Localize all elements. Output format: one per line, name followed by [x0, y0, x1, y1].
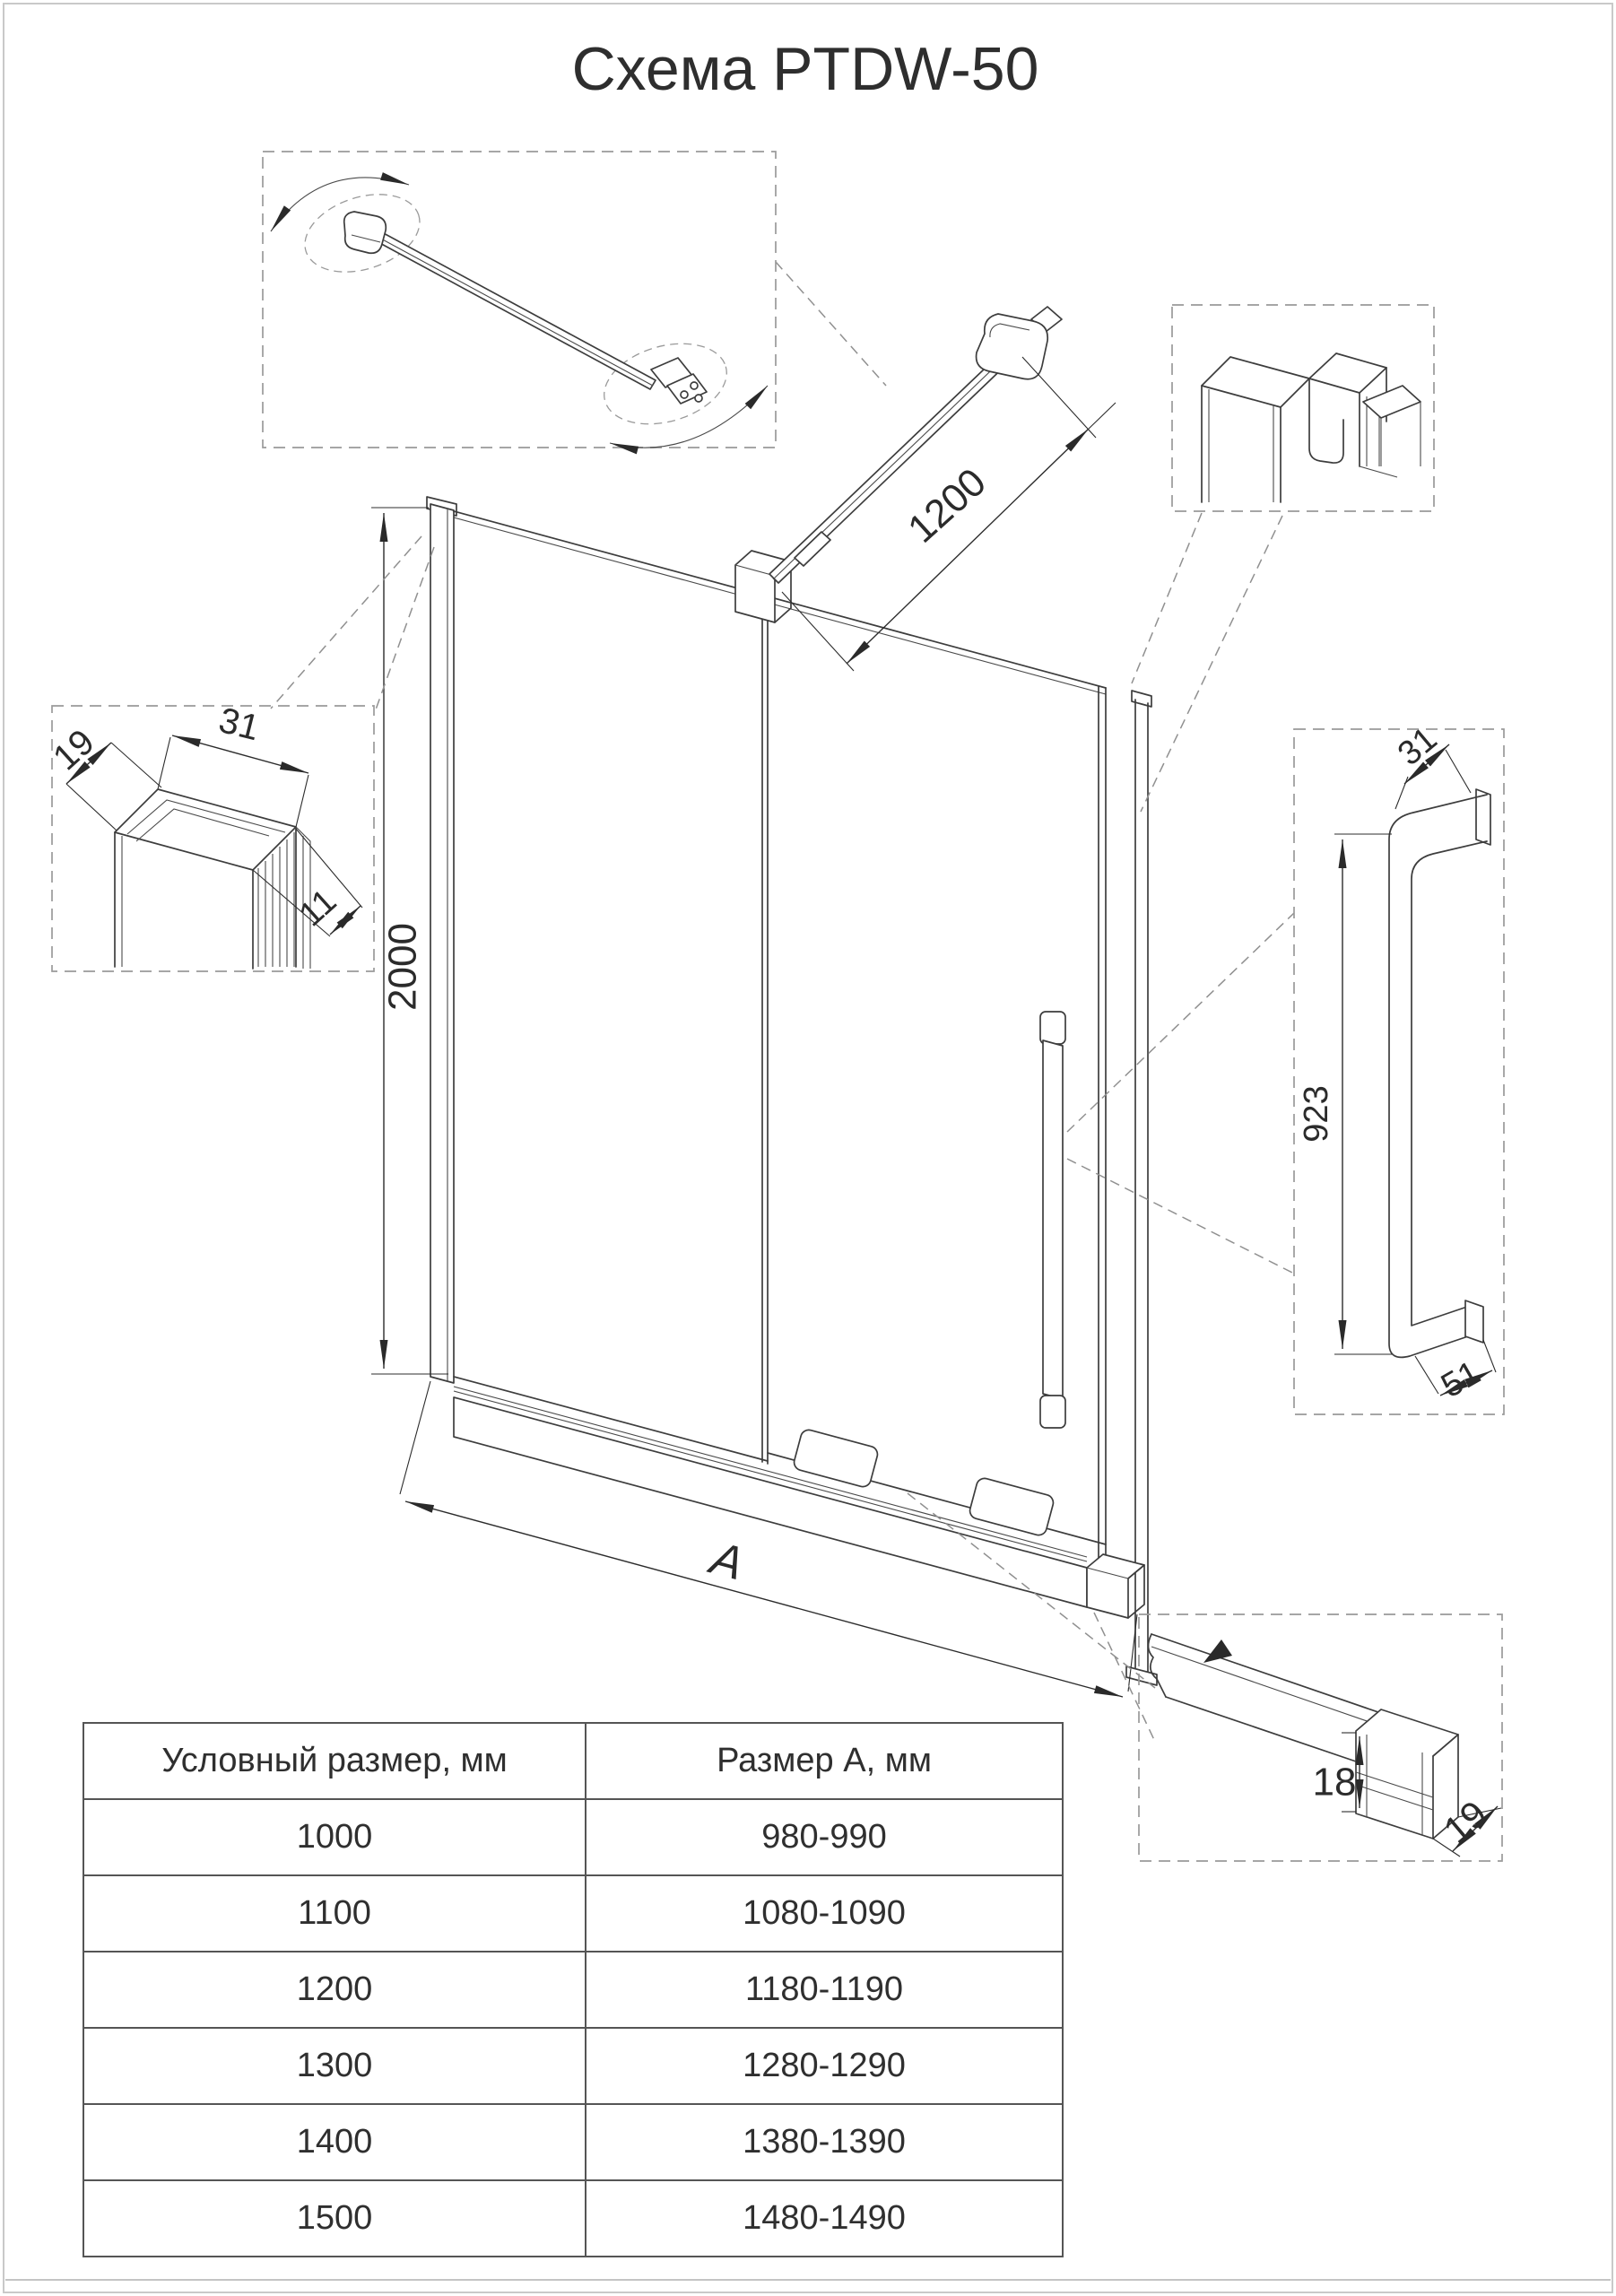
dim-handle-length: 923 [1298, 1085, 1336, 1143]
nominal-size-cell: 1200 [83, 1952, 586, 2028]
table-row [83, 2028, 1063, 2104]
table-header-nominal-size: Условный размер, мм [83, 1723, 586, 1799]
nominal-size-cell: 1000 [83, 1799, 586, 1875]
detail-bottom-rail [1139, 1614, 1502, 1861]
detail-handle [1294, 720, 1504, 1414]
wall-bracket [977, 307, 1062, 379]
dim-wall-profile-depth: 19 [46, 721, 102, 778]
table-row [83, 2180, 1063, 2257]
rotation-arrow-icon [271, 178, 409, 231]
nominal-size-cell: 1500 [83, 2180, 586, 2257]
seal-arrow-icon [1203, 1639, 1232, 1663]
size-a-cell: 1280-1290 [586, 2028, 1063, 2104]
table-header-row [83, 1723, 1063, 1799]
size-a-cell: 1480-1490 [586, 2180, 1063, 2257]
table-row [83, 1875, 1063, 1952]
table-row [83, 2104, 1063, 2180]
dim-handle-depth: 51 [1435, 1353, 1487, 1406]
size-a-cell: 1180-1190 [586, 1952, 1063, 2028]
size-a-cell: 1080-1090 [586, 1875, 1063, 1952]
page-title: Схема PTDW-50 [571, 35, 1039, 103]
table-row [83, 1799, 1063, 1875]
dim-door-height: 2000 [380, 923, 425, 1011]
main-assembly [427, 307, 1157, 1685]
dim-rail-height: 18 [1312, 1760, 1357, 1805]
door-handle [1040, 1012, 1065, 1428]
right-wall-profile [1126, 691, 1157, 1685]
dim-glass-slot: 11 [291, 882, 344, 935]
dim-width-label: A [705, 1532, 750, 1591]
size-table [83, 1722, 1064, 2257]
detail-wall-profile-seal [1172, 305, 1434, 511]
size-a-cell: 1380-1390 [586, 2104, 1063, 2180]
dim-rail-width: 19 [1435, 1792, 1495, 1852]
nominal-size-cell: 1100 [83, 1875, 586, 1952]
table-row [83, 1952, 1063, 2028]
nominal-size-cell: 1400 [83, 2104, 586, 2180]
nominal-size-cell: 1300 [83, 2028, 586, 2104]
support-bar [769, 350, 1013, 583]
detail-swivel-bracket [263, 152, 776, 448]
fixed-panel [454, 511, 768, 1464]
table-header-size-a: Размер А, мм [586, 1723, 1063, 1799]
dim-handle-bar-width: 31 [1391, 719, 1445, 774]
dim-wall-profile-width: 31 [214, 700, 264, 749]
dim-support-bar-length: 1200 [899, 459, 995, 552]
left-wall-profile [427, 497, 456, 1383]
detail-glass-profile [46, 700, 374, 971]
size-a-cell: 980-990 [586, 1799, 1063, 1875]
